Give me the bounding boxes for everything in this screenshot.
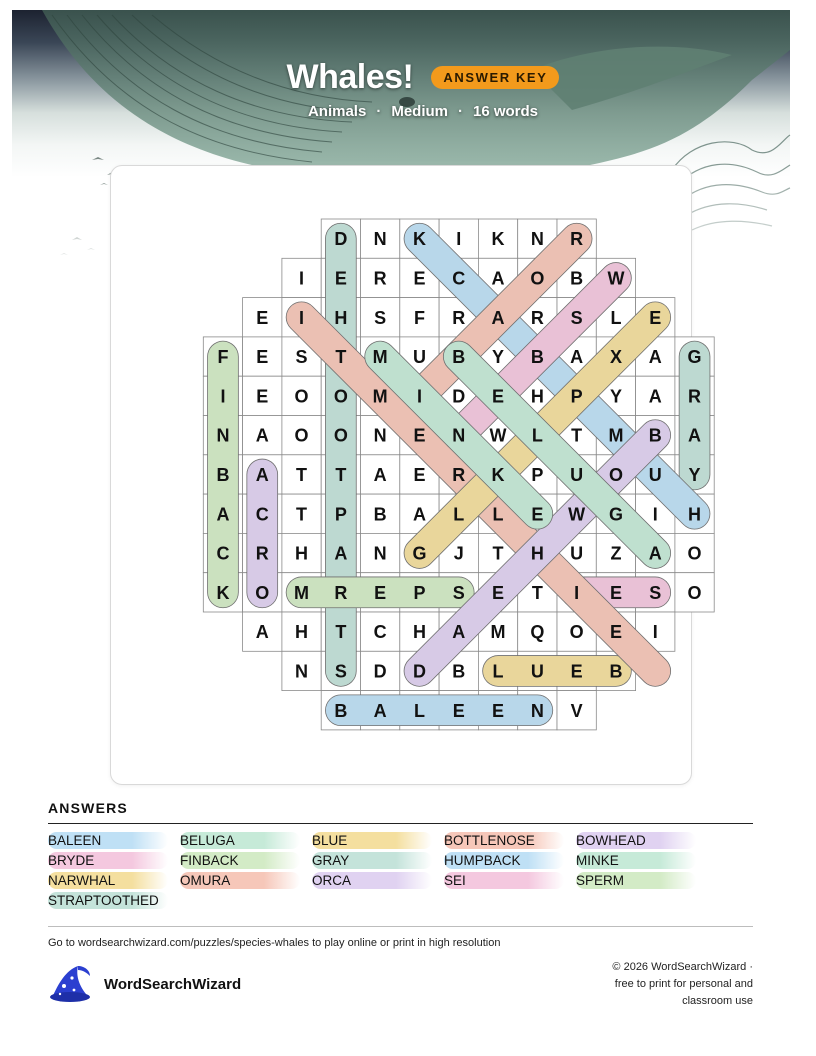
grid-letter: A [255, 622, 269, 643]
grid-letter: U [412, 347, 426, 368]
grid-letter: R [452, 464, 466, 485]
answer-word [444, 832, 564, 849]
grid-letter: T [335, 347, 347, 368]
grid-letter: A [255, 464, 269, 485]
title-block [0, 58, 816, 120]
grid-letter: S [452, 582, 465, 603]
grid-letter: E [531, 504, 544, 525]
grid-letter: E [452, 700, 465, 721]
grid-letter: P [531, 464, 544, 485]
grid-letter: B [373, 504, 387, 525]
answer-word [312, 832, 432, 849]
grid-letter: K [491, 229, 505, 250]
divider [48, 926, 753, 927]
category-label: Animals [307, 103, 367, 120]
grid-letter: B [452, 661, 466, 682]
grid-letter: K [491, 464, 505, 485]
answer-word [48, 892, 168, 909]
answer-word-label: NARWHAL [48, 873, 116, 888]
grid-letter: E [609, 622, 622, 643]
page-title: Whales! [286, 58, 414, 96]
grid-letter: G [608, 504, 623, 525]
grid-letter: C [452, 268, 466, 289]
grid-letter: T [492, 543, 504, 564]
grid-letter: G [412, 543, 427, 564]
grid-letter: E [374, 582, 387, 603]
divider [48, 823, 753, 824]
grid-letter: B [570, 268, 584, 289]
separator: · [458, 103, 463, 120]
grid-letter: M [608, 425, 624, 446]
copyright-line: classroom use [682, 995, 753, 1007]
answer-word-label: FINBACK [180, 853, 239, 868]
grid-letter: W [607, 268, 625, 289]
grid-letter: T [335, 464, 347, 485]
grid-letter: N [530, 700, 544, 721]
grid-letter: D [373, 661, 387, 682]
grid-letter: O [687, 543, 702, 564]
grid-letter: P [413, 582, 426, 603]
grid-letter: E [492, 386, 505, 407]
grid-letter: C [373, 622, 387, 643]
answer-word [576, 832, 696, 849]
footer-link-text: Go to wordsearchwizard.com/puzzles/species-whales to play online or print in high resolution [48, 937, 501, 949]
grid-letter: U [570, 464, 584, 485]
grid-letter: A [570, 347, 584, 368]
separator: · [376, 103, 382, 120]
answer-word [180, 872, 300, 889]
grid-letter: W [489, 425, 507, 446]
answer-word-label: GRAY [312, 853, 350, 868]
grid-letter: H [530, 543, 544, 564]
grid-letter: E [649, 307, 662, 328]
grid-letter: L [492, 661, 504, 682]
answer-word [444, 852, 564, 869]
grid-letter: L [453, 504, 465, 525]
grid-letter: T [335, 622, 347, 643]
grid-letter: S [334, 661, 347, 682]
grid-letter: C [255, 504, 269, 525]
grid-letter: G [687, 347, 702, 368]
grid-letter: A [491, 268, 505, 289]
grid-letter: I [652, 622, 658, 643]
answer-word-label: SPERM [576, 873, 625, 888]
answer-word-label: OMURA [180, 873, 231, 888]
grid-letter: A [334, 543, 348, 564]
grid-letter: W [568, 504, 586, 525]
brand-name: WordSearchWizard [104, 975, 242, 993]
grid-letter: A [255, 425, 269, 446]
grid-letter: I [299, 268, 305, 289]
brand[interactable] [48, 964, 241, 1004]
grid-letter: B [216, 464, 230, 485]
grid-letter: S [570, 307, 583, 328]
grid-letter: O [333, 386, 348, 407]
grid-letter: O [608, 464, 623, 485]
answer-word-label: BRYDE [48, 853, 95, 868]
grid-letter: F [217, 347, 229, 368]
grid-letter: E [570, 661, 583, 682]
grid-letter: I [574, 582, 580, 603]
answer-word [312, 852, 432, 869]
grid-letter: H [688, 504, 702, 525]
grid-letter: E [256, 307, 269, 328]
grid-letter: N [216, 425, 230, 446]
grid-letter: D [334, 229, 348, 250]
grid-letter: O [294, 386, 309, 407]
grid-letter: M [294, 582, 310, 603]
grid-letter: A [216, 504, 230, 525]
grid-letter: N [530, 229, 544, 250]
grid-letter: F [413, 307, 425, 328]
answer-word [180, 852, 300, 869]
grid-letter: R [688, 386, 702, 407]
grid-letter: O [530, 268, 545, 289]
answer-word-label: STRAPTOOTHED [48, 893, 159, 908]
grid-letter: U [648, 464, 662, 485]
grid-letter: E [413, 464, 426, 485]
grid-letter: E [492, 582, 505, 603]
copyright-line: © 2026 WordSearchWizard · [612, 961, 753, 973]
grid-letter: I [416, 386, 422, 407]
grid-letter: A [491, 307, 505, 328]
grid-letter: R [530, 307, 544, 328]
answer-word-label: HUMPBACK [444, 853, 521, 868]
answer-word-label: BELUGA [180, 833, 235, 848]
grid-letter: J [453, 543, 464, 564]
grid-letter: Q [530, 622, 545, 643]
grid-letter: N [452, 425, 466, 446]
grid-letter: V [570, 700, 583, 721]
grid-letter: R [334, 582, 348, 603]
grid-letter: H [295, 543, 309, 564]
answer-word [444, 872, 564, 889]
grid-letter: X [609, 347, 622, 368]
grid-letter: B [452, 347, 466, 368]
grid-letter: O [255, 582, 270, 603]
grid-letter: Y [688, 464, 701, 485]
grid-letter: A [648, 347, 662, 368]
grid-letter: B [609, 661, 623, 682]
answers-heading: ANSWERS [48, 800, 128, 816]
copyright [583, 959, 753, 1010]
grid-letter: I [220, 386, 226, 407]
answer-word [576, 852, 696, 869]
grid-letter: H [412, 622, 426, 643]
grid-letter: A [648, 543, 662, 564]
grid-letter: U [530, 661, 544, 682]
answer-word-label: ORCA [312, 873, 352, 888]
grid-letter: B [648, 425, 662, 446]
grid-letter: I [456, 229, 462, 250]
answer-word-label: MINKE [576, 853, 619, 868]
answer-word [48, 832, 168, 849]
grid-letter: M [490, 622, 506, 643]
grid-letter: M [372, 386, 388, 407]
grid-letter: S [374, 307, 387, 328]
answer-word [48, 872, 168, 889]
puzzle-meta [30, 103, 816, 120]
answer-word-label: BOTTLENOSE [444, 833, 535, 848]
grid-letter: R [570, 229, 584, 250]
grid-letter: N [373, 543, 387, 564]
grid-letter: M [372, 347, 388, 368]
grid-letter: A [452, 622, 466, 643]
grid-letter: S [649, 582, 662, 603]
grid-letter: P [570, 386, 583, 407]
wizard-hat-icon [48, 964, 92, 1004]
answer-word [576, 872, 696, 889]
grid-letter: T [296, 464, 308, 485]
grid-letter: P [334, 504, 347, 525]
grid-letter: U [570, 543, 584, 564]
grid-letter: N [373, 425, 387, 446]
grid-letter: Y [492, 347, 505, 368]
grid-letter: B [334, 700, 348, 721]
grid-letter: K [412, 229, 426, 250]
grid-letter: Z [610, 543, 622, 564]
grid-letter: I [652, 504, 658, 525]
grid-letter: H [295, 622, 309, 643]
grid-letter: T [531, 582, 543, 603]
grid-letter: T [571, 425, 583, 446]
word-count-label: 16 words [473, 103, 539, 120]
grid-letter: O [333, 425, 348, 446]
grid-letter: D [452, 386, 466, 407]
grid-letter: H [334, 307, 348, 328]
answer-word [180, 832, 300, 849]
grid-letter: I [299, 307, 305, 328]
grid-letter: L [531, 425, 543, 446]
answer-word [312, 872, 432, 889]
grid-letter: E [256, 347, 269, 368]
answer-word-label: BLUE [312, 833, 348, 848]
puzzle-card [110, 165, 702, 785]
grid-letter: R [255, 543, 269, 564]
grid-letter: E [609, 582, 622, 603]
grid-letter: A [373, 464, 387, 485]
grid-letter: A [373, 700, 387, 721]
grid-letter: D [412, 661, 426, 682]
grid-letter: C [216, 543, 230, 564]
grid-letter: T [296, 504, 308, 525]
grid-letter: O [294, 425, 309, 446]
grid-letter: L [610, 307, 622, 328]
grid-letter: O [687, 582, 702, 603]
grid-letter: H [530, 386, 544, 407]
grid-letter: A [412, 504, 426, 525]
grid-letter: N [295, 661, 309, 682]
grid-letter: E [334, 268, 347, 289]
grid-letter: S [295, 347, 308, 368]
answer-word [48, 852, 168, 869]
grid-letter: B [530, 347, 544, 368]
grid-letter: L [492, 504, 504, 525]
grid-letter: A [688, 425, 702, 446]
difficulty-label: Medium [391, 103, 448, 120]
grid-letter: L [413, 700, 425, 721]
copyright-line: free to print for personal and [614, 978, 753, 990]
grid-letter: A [648, 386, 662, 407]
answer-word-label: SEI [444, 873, 466, 888]
grid-letter: Y [609, 386, 622, 407]
answer-key-badge: ANSWER KEY [431, 66, 559, 89]
grid-letter: R [373, 268, 387, 289]
grid-letter: O [569, 622, 584, 643]
grid-letter: E [256, 386, 269, 407]
word-search-grid [111, 166, 702, 784]
grid-letter: E [413, 425, 426, 446]
grid-letter: R [452, 307, 466, 328]
grid-letter: E [413, 268, 426, 289]
grid-letter: E [492, 700, 505, 721]
grid-letter: K [216, 582, 230, 603]
answer-word-label: BALEEN [48, 833, 102, 848]
grid-letter: N [373, 229, 387, 250]
answer-word-label: BOWHEAD [576, 833, 646, 848]
